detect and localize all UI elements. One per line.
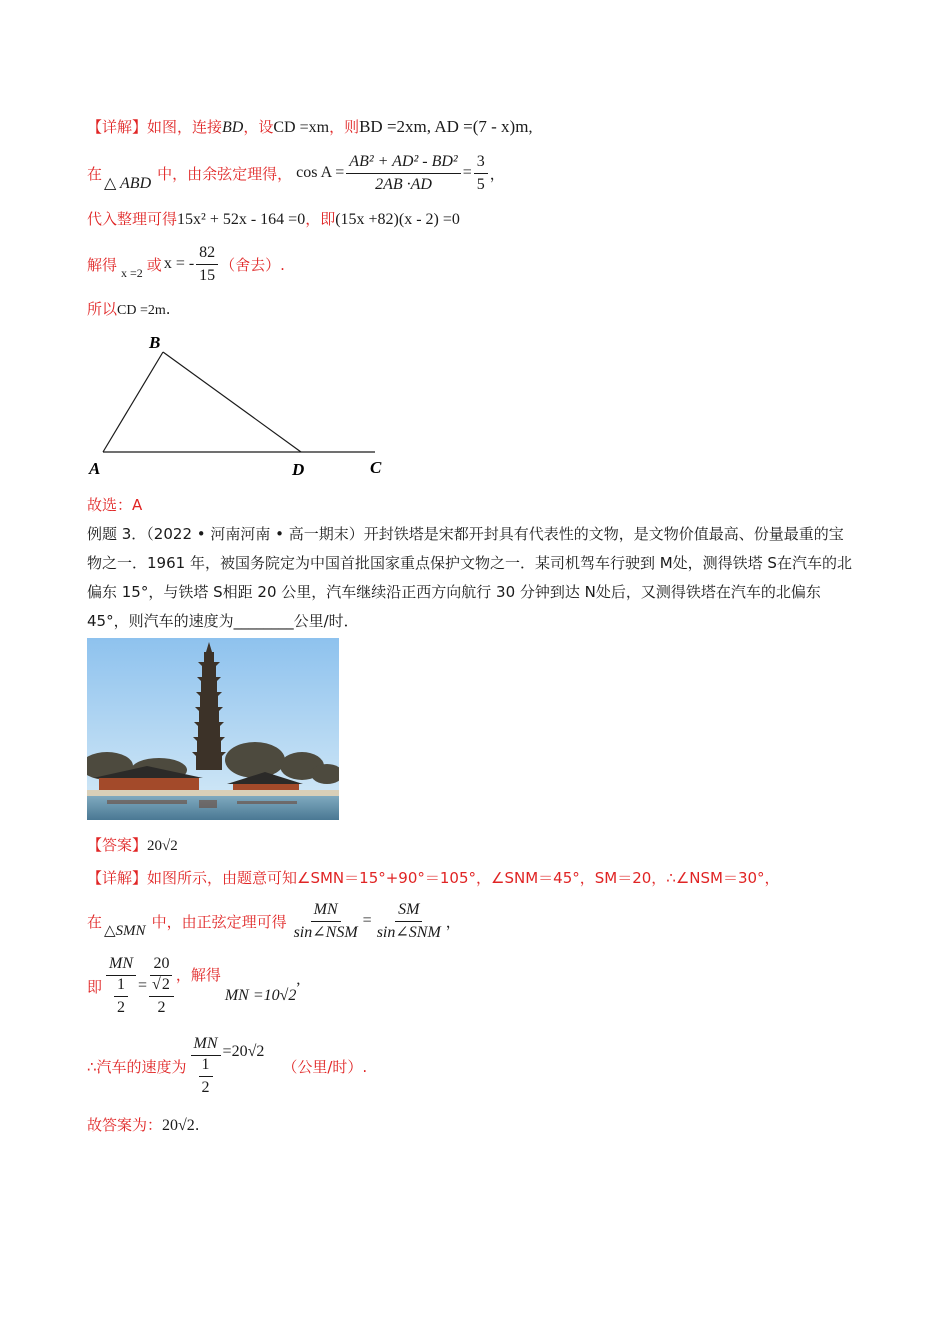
cd-result: CD =2m	[117, 303, 166, 318]
cosine-numerator: AB² + AD² - BD²	[346, 153, 460, 174]
answer-tag: 【答案】	[87, 836, 148, 854]
line-ab	[103, 352, 163, 452]
text-comma: ,	[528, 119, 533, 136]
sine-law-line	[87, 898, 461, 944]
bd-ad-relation: BD =2xm, AD =(7 - x)m	[359, 117, 529, 136]
sine-fraction-right	[374, 901, 444, 942]
substitution-line	[87, 208, 460, 229]
label-b: B	[149, 333, 161, 352]
speed-unit: （公里/时）.	[282, 1057, 368, 1076]
fraction-denominator: sin∠SNM	[376, 923, 441, 941]
fraction-numerator: SM	[395, 901, 422, 922]
answer-choice: 故选：A	[87, 496, 143, 514]
cosine-fraction	[346, 153, 460, 194]
text-ji: ，即	[305, 210, 336, 228]
text-cosine-intro: 中，由余弦定理得，	[157, 164, 293, 183]
three-fifths	[474, 153, 488, 194]
solution-line	[87, 242, 285, 286]
final-answer-label: 故答案为：	[87, 1116, 163, 1134]
half-denominator: 2	[157, 999, 166, 1016]
text-sine-intro: 中，由正弦定理可得	[151, 912, 287, 931]
fraction-denominator: 5	[476, 175, 485, 193]
text-substitute: 代入整理可得	[87, 210, 178, 228]
label-c: C	[370, 458, 382, 477]
fraction-numerator: MN	[311, 901, 341, 922]
detail-2-text: 如图所示，由题意可知∠SMN＝15°+90°＝105°，∠SNM＝45°，SM＝20，∴∠NSM＝30°，	[147, 869, 780, 887]
equals-sign: =	[138, 977, 148, 994]
fraction-denominator: 15	[199, 266, 216, 284]
text-comma: ，设	[243, 118, 274, 136]
final-answer-value: 20√2	[162, 1117, 195, 1134]
half-numerator: 1	[199, 1056, 213, 1077]
mn-over-half	[106, 955, 136, 1017]
answer-value: 20√2	[147, 838, 178, 854]
fraction-numerator: 82	[196, 244, 218, 265]
equals-sign: =	[362, 912, 372, 929]
fraction-denominator: sin∠NSM	[293, 923, 358, 941]
text-discard: （舍去）.	[220, 255, 285, 274]
answer-line	[87, 834, 178, 855]
fraction-numerator: MN	[191, 1035, 221, 1056]
detail-line-1	[87, 116, 532, 137]
half-numerator: 1	[114, 976, 128, 997]
cos-a-label: cos A =	[296, 164, 345, 181]
fraction-82-15	[196, 244, 218, 285]
triangle-smn: △SMN	[104, 922, 146, 939]
cd-assumption: CD =xm	[273, 119, 330, 136]
segment-bd: BD	[222, 119, 244, 136]
label-d: D	[292, 460, 305, 479]
root-x-2: x =2	[121, 265, 143, 280]
text-or: 或	[146, 255, 162, 274]
cosine-denominator: 2AB ·AD	[375, 175, 432, 193]
cosine-law-line	[87, 150, 505, 196]
fraction-numerator: 20	[150, 955, 172, 976]
root-x-negative: x = -	[163, 255, 195, 272]
text-comma: ，	[445, 912, 461, 931]
mn-over-half-speed	[191, 1035, 221, 1097]
text-comma: ，则	[329, 118, 360, 136]
detail-tag: 【详解】	[87, 118, 148, 136]
text-zai: 在	[87, 912, 103, 931]
equals-sign: =	[462, 164, 472, 181]
text-period: .	[165, 300, 171, 318]
speed-line	[87, 1030, 367, 1102]
speed-result: =20√2	[222, 1043, 265, 1060]
detail-intro: 如图，连接	[147, 118, 223, 136]
factored-equation: (15x +82)(x - 2) =0	[335, 211, 460, 228]
final-answer-line	[87, 1114, 200, 1135]
sine-fraction-left	[291, 901, 361, 942]
fraction-numerator: MN	[106, 955, 136, 976]
text-speed: ∴汽车的速度为	[87, 1057, 187, 1076]
text-period: .	[194, 1116, 200, 1134]
text-so: 所以	[87, 300, 118, 318]
text-comma: ,	[296, 971, 301, 988]
example-3-problem: 例题 3．（2022 • 河南河南 • 高一期末）开封铁塔是宋都开封具有代表性的文物，是文物价值最高、份量最重的宝物之一．1961 年，被国务院定为中国首批国家重点保护文物之一．某司机驾车行驶到 M处，测得铁塔 S在汽车的北偏东 15°，与铁塔 S相距 20 公里，汽车继续沿正西方向航行 30 分钟到达 N处后，又测得铁塔在汽车的北偏东 45°，则汽车的速度为________公里/时．	[87, 525, 852, 630]
quadratic-equation: 15x² + 52x - 164 =0	[177, 211, 306, 228]
line-bd	[163, 352, 301, 452]
detail-tag: 【详解】	[87, 869, 148, 887]
label-a: A	[89, 459, 101, 478]
detail-2-line	[87, 867, 780, 888]
conclusion-line	[87, 298, 171, 319]
mn-result: MN =10√2	[224, 987, 297, 1004]
text-solve: ，解得	[175, 965, 221, 984]
twenty-over-root2-half: $\frac{20}{\frac{√2}{2}}$	[149, 955, 174, 1017]
text-solve: 解得	[87, 255, 118, 274]
iron-pagoda-photo	[87, 638, 339, 820]
text-ji: 即	[87, 977, 103, 996]
text-zai: 在	[87, 164, 103, 183]
half-denominator: 2	[117, 999, 126, 1016]
half-denominator: 2	[201, 1079, 210, 1096]
radicand: 2	[161, 976, 170, 993]
triangle-abd: △ ABD	[104, 175, 152, 192]
ji-line	[87, 950, 300, 1022]
fraction-numerator: 3	[474, 153, 488, 174]
text-comma: ，	[489, 164, 505, 183]
triangle-figure	[85, 330, 395, 480]
